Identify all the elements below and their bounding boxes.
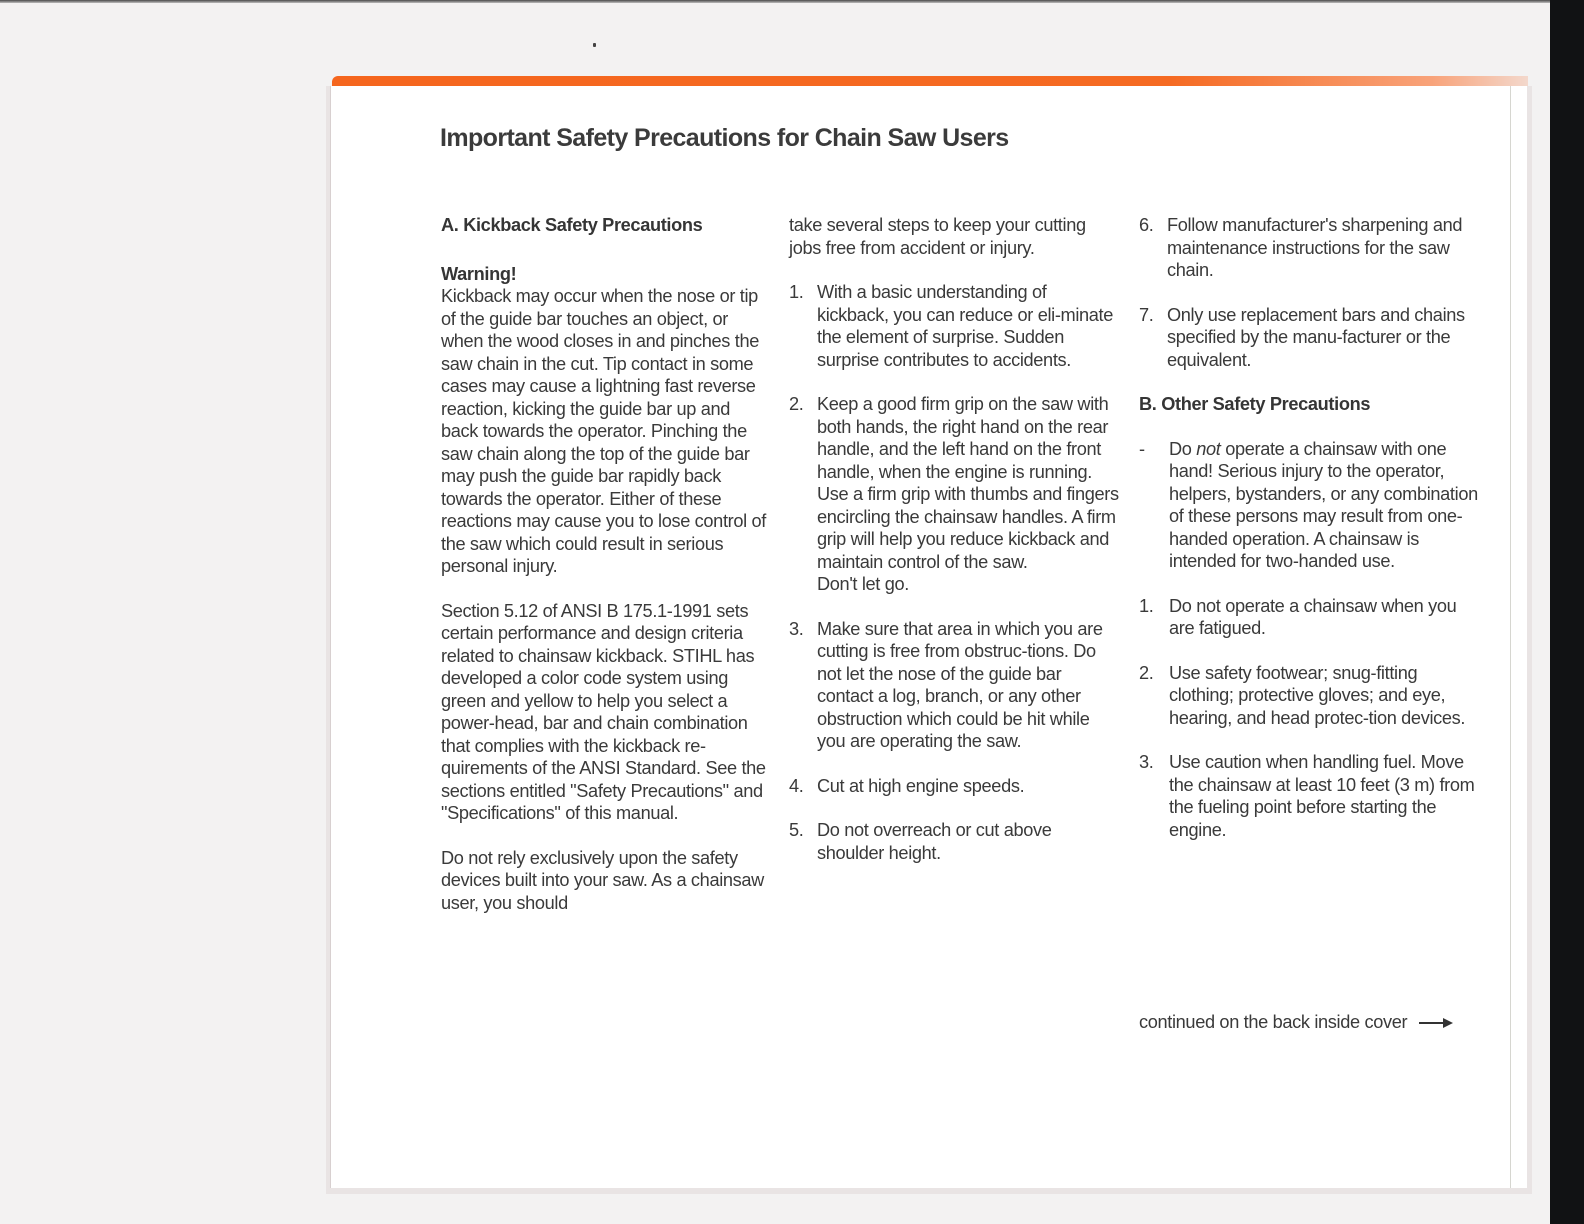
continued-note: [1139, 1012, 1453, 1033]
accent-bar: [332, 76, 1528, 86]
list-item: [1139, 214, 1479, 282]
spacer: [1139, 416, 1479, 438]
item-number: 5.: [789, 820, 804, 840]
spacer: [441, 237, 771, 263]
spacer: [789, 371, 1119, 393]
spacer: [1139, 729, 1479, 751]
page-title: Important Safety Precautions for Chain Saw Users: [440, 124, 1009, 152]
continuation-text: take several steps to keep your cutting jobs free from accident or injury.: [789, 215, 1086, 258]
list-item: [1139, 595, 1479, 640]
item-number: 6.: [1139, 215, 1154, 235]
item-text: Keep a good firm grip on the saw with both hands, the right hand on the rear handle, and the left hand on the front handle, when the engine is running. Use a firm grip with thumbs and fingers encircling the chainsaw handles. A firm grip will help you reduce kickback and maintain control of the saw.: [817, 394, 1119, 572]
warning-heading: Warning!: [441, 263, 517, 284]
dash-list-item: [1139, 438, 1479, 573]
scan-top-edge: [0, 0, 1550, 3]
spacer: [1139, 282, 1479, 304]
spacer: [789, 596, 1119, 618]
list-item: [789, 618, 1119, 753]
item-prefix: Do: [1169, 438, 1197, 459]
spacer: [1139, 573, 1479, 595]
item-body: [817, 393, 1119, 596]
item-number: 4.: [789, 775, 804, 796]
item-text: With a basic understanding of kickback, you can reduce or eli-minate the element of surprise. Sudden surprise contributes to accidents.: [817, 282, 1114, 370]
item-extra-text: Don't let go.: [817, 574, 909, 594]
list-item: [789, 281, 1119, 371]
list-item: [789, 819, 1119, 864]
column-2: [789, 214, 1119, 864]
item-text: Only use replacement bars and chains specified by the manu-facturer or the equivalent.: [1167, 304, 1465, 370]
item-text: Use caution when handling fuel. Move the chainsaw at least 10 feet (3 m) from the fueling point before starting the engine.: [1169, 752, 1475, 840]
item-text: Make sure that area in which you are cutting is free from obstruc-tions. Do not let the nose of the guide bar contact a log, branch, or any other obstruction which could be hit while you are operating the saw.: [817, 618, 1103, 751]
dash-marker: -: [1139, 438, 1145, 459]
ansi-paragraph: Section 5.12 of ANSI B 175.1-1991 sets certain performance and design criteria related to chainsaw kickback. STIHL has developed a color code system using green and yellow to help you select a power-head, bar and chain combination that complies with the kickback re-quirements of the ANSI Standard. See the sections entitled "Safety Precautions" and "Specifications" of this manual.: [441, 600, 766, 823]
page-fold-line: [1510, 86, 1511, 1188]
column-3: [1139, 214, 1479, 841]
warning-text: Kickback may occur when the nose or tip of the guide bar touches an object, or when the wood closes in and pinches the saw chain in the cut. Tip contact in some cases may cause a lightning fast reverse reaction, kicking the guide bar up and back towards the operator. Pinching the saw chain along the top of the guide bar may push the guide bar rapidly back towards the operator. Either of these reactions may cause you to lose control of the saw which could result in serious personal injury.: [441, 286, 766, 576]
continued-text: continued on the back inside cover: [1139, 1012, 1408, 1032]
item-number: 3.: [789, 618, 804, 639]
item-text: Do not operate a chainsaw when you are fatigued.: [1169, 595, 1457, 638]
spacer: [789, 753, 1119, 775]
list-item: [1139, 751, 1479, 841]
item-emphasis: not: [1196, 438, 1221, 459]
item-body: [1169, 438, 1479, 573]
right-arrow-icon: [1419, 1018, 1453, 1028]
scanner-dark-edge: [1550, 0, 1584, 1224]
item-text: Use safety footwear; snug-fitting clothing; protective gloves; and eye, hearing, and head protec-tion devices.: [1169, 662, 1466, 728]
item-text: operate a chainsaw with one hand! Serious injury to the operator, helpers, bystanders, or any combination of these persons may result from one-handed operation. A chainsaw is intended for two-handed use.: [1169, 438, 1478, 571]
item-number: 2.: [789, 394, 804, 414]
dust-speck: [593, 43, 596, 47]
item-text: Follow manufacturer's sharpening and maintenance instructions for the saw chain.: [1167, 215, 1463, 280]
list-item: [1139, 662, 1479, 730]
item-text: Do not overreach or cut above shoulder height.: [817, 820, 1052, 863]
section-a-heading: A. Kickback Safety Precautions: [441, 215, 703, 235]
spacer: [789, 797, 1119, 819]
spacer: [441, 825, 771, 847]
item-number: 7.: [1139, 304, 1154, 325]
spacer: [441, 578, 771, 600]
list-item: [789, 775, 1119, 798]
spacer: [1139, 640, 1479, 662]
spacer: [1139, 371, 1479, 393]
list-item: [1139, 304, 1479, 372]
item-number: 2.: [1139, 662, 1154, 683]
item-number: 3.: [1139, 752, 1154, 772]
item-text: Cut at high engine speeds.: [817, 775, 1025, 796]
list-item: [789, 393, 1119, 596]
section-b-heading: B. Other Safety Precautions: [1139, 394, 1371, 414]
item-number: 1.: [1139, 595, 1154, 616]
column-1: [441, 214, 771, 914]
item-number: 1.: [789, 282, 804, 302]
spacer: [789, 259, 1119, 281]
rely-paragraph: Do not rely exclusively upon the safety devices built into your saw. As a chainsaw user, you should: [441, 847, 764, 913]
